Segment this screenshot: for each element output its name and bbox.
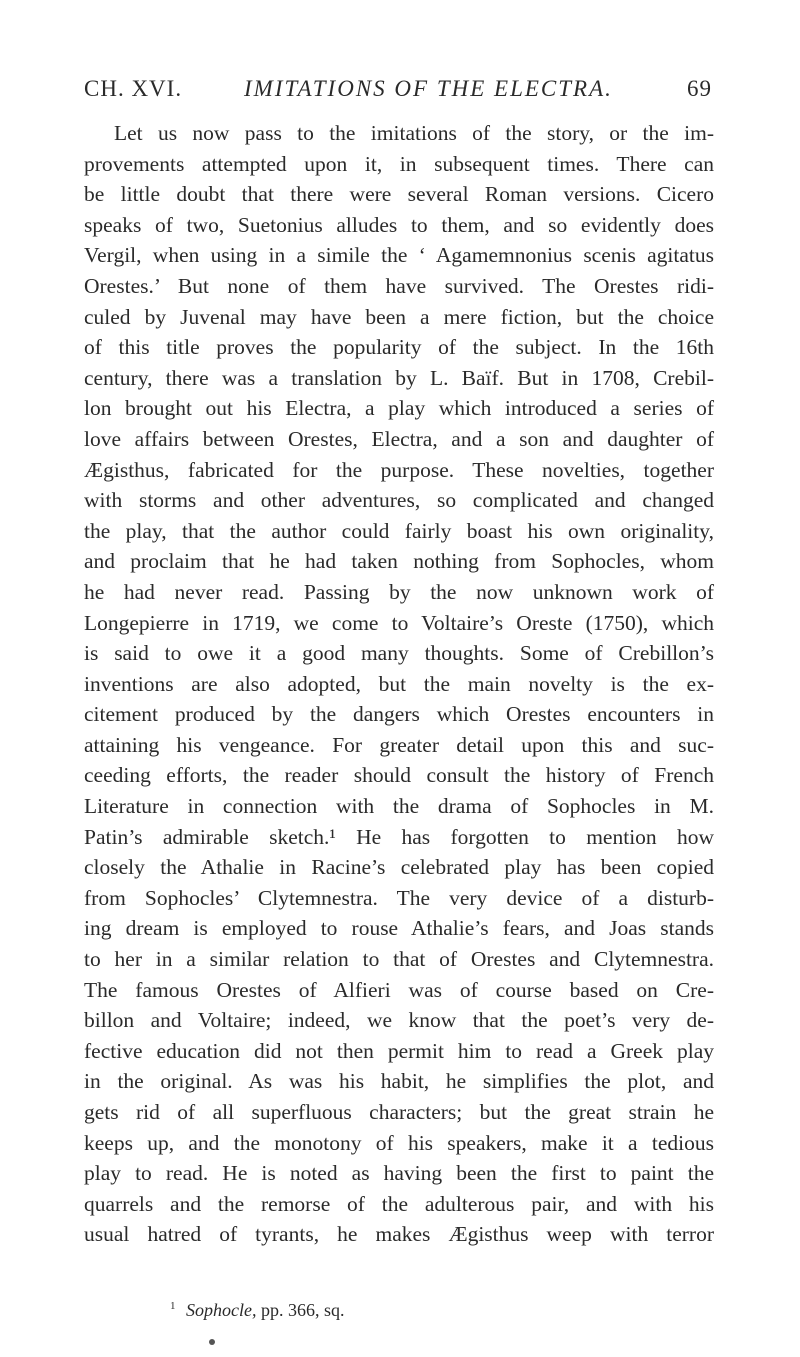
text-line: culed by Juvenal may have been a mere fiction, but the choice: [84, 304, 714, 329]
page-number: 69: [687, 76, 712, 101]
text-line: be little doubt that there were several Roman versions. Cicero: [84, 182, 714, 207]
text-line: quarrels and the remorse of the adulterous pair, and with his: [84, 1191, 714, 1216]
text-line: of this title proves the popularity of the subject. In the 16th: [84, 335, 714, 360]
text-line: from Sophocles’ Clytemnestra. The very device of a disturb-: [84, 885, 714, 910]
text-line: ceeding efforts, the reader should consult the history of French: [84, 763, 714, 788]
text-line: attaining his vengeance. For greater detail upon this and suc-: [84, 732, 714, 757]
text-line: provements attempted upon it, in subsequent times. There can: [84, 151, 714, 176]
text-line: ing dream is employed to rouse Athalie’s fears, and Joas stands: [84, 916, 714, 941]
text-line: he had never read. Passing by the now unknown work of: [84, 579, 714, 604]
text-line: Orestes.’ But none of them have survived. The Orestes ridi-: [84, 273, 714, 298]
running-head: [84, 76, 712, 106]
text-line: Longepierre in 1719, we come to Voltaire’s Oreste (1750), which: [84, 610, 714, 635]
text-line: keeps up, and the monotony of his speakers, make it a tedious: [84, 1130, 714, 1155]
body-text: [84, 118, 714, 1250]
text-line: lon brought out his Electra, a play which introduced a series of: [84, 396, 714, 421]
text-line: Vergil, when using in a simile the ‘ Agamemnonius scenis agitatus: [84, 243, 714, 268]
text-line: to her in a similar relation to that of Orestes and Clytemnestra.: [84, 947, 714, 972]
text-line: citement produced by the dangers which Orestes encounters in: [84, 702, 714, 727]
text-line: closely the Athalie in Racine’s celebrated play has been copied: [84, 855, 714, 880]
running-title: IMITATIONS OF THE ELECTRA.: [244, 76, 613, 101]
text-line: billon and Voltaire; indeed, we know that the poet’s very de-: [84, 1008, 714, 1033]
text-line: century, there was a translation by L. Baïf. But in 1708, Crebil-: [84, 365, 714, 390]
text-line: usual hatred of tyrants, he makes Ægisthus weep with terror: [84, 1222, 714, 1247]
chapter-label: CH. XVI.: [84, 76, 183, 101]
text-line: is said to owe it a good many thoughts. Some of Crebillon’s: [84, 641, 714, 666]
text-line: gets rid of all superfluous characters; but the great strain he: [84, 1100, 714, 1124]
footnote-marker: 1: [170, 1300, 176, 1312]
text-line: fective education did not then permit him to read a Greek play: [84, 1038, 714, 1063]
text-line: Ægisthus, fabricated for the purpose. These novelties, together: [84, 457, 714, 482]
text-line: the play, that the author could fairly boast his own originality,: [84, 518, 714, 543]
text-line: love affairs between Orestes, Electra, and a son and daughter of: [84, 426, 714, 451]
text-line: Literature in connection with the drama of Sophocles in M.: [84, 794, 714, 819]
text-line: speaks of two, Suetonius alludes to them, and so evidently does: [84, 212, 714, 237]
signature-mark: [209, 1339, 215, 1345]
text-line: The famous Orestes of Alfieri was of course based on Cre-: [84, 977, 714, 1002]
text-line: Patin’s admirable sketch.¹ He has forgotten to mention how: [84, 824, 714, 849]
text-line: Let us now pass to the imitations of the story, or the im-: [114, 121, 714, 145]
text-line: with storms and other adventures, so complicated and changed: [84, 488, 714, 513]
footnote-title: Sophocle,: [186, 1300, 257, 1320]
text-line: in the original. As was his habit, he simplifies the plot, and: [84, 1069, 714, 1094]
footnote: [170, 1300, 345, 1321]
text-line: inventions are also adopted, but the main novelty is the ex-: [84, 671, 714, 696]
footnote-ref: pp. 366, sq.: [260, 1300, 345, 1320]
text-line: play to read. He is noted as having been the first to paint the: [84, 1161, 714, 1186]
text-line: and proclaim that he had taken nothing from Sophocles, whom: [84, 549, 714, 574]
